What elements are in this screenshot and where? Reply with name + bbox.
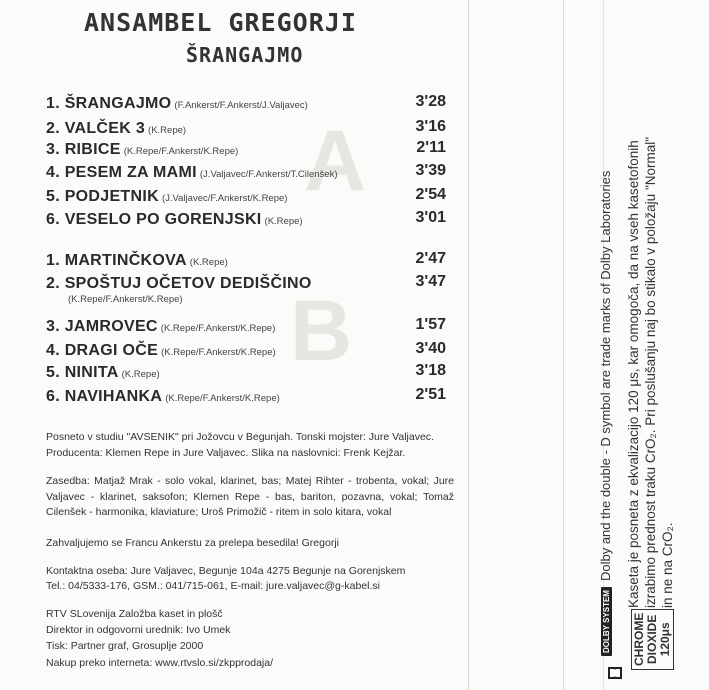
band-name: ANSAMBEL GREGORJI [84,8,357,37]
track-b6 [46,386,446,406]
dolby-double-d-icon [608,667,622,679]
dolby-system-logo: DOLBY SYSTEM [601,587,612,656]
track-credit: (J.Valjavec/F.Ankerst/T.Cilenšek) [199,169,338,180]
dolby-text: Dolby and the double - D symbol are trade marks of Dolby Laboratories [598,170,613,582]
track-title: 1. MARTINČKOVA [46,252,187,269]
track-credit: (K.Repe) [264,216,303,227]
track-duration: 3'18 [415,362,446,379]
track-b5 [46,362,446,382]
track-a6 [46,209,446,229]
track-title: 6. NAVIHANKA [46,388,163,405]
track-title: 2. VALČEK 3 [46,120,146,137]
track-credit: (K.Repe) [189,257,228,268]
track-title: 5. PODJETNIK [46,188,159,205]
track-credit: (K.Repe) [148,125,187,136]
track-b1 [46,250,446,270]
side-b-letter: B [290,283,353,379]
track-title: 4. PESEM ZA MAMI [46,164,197,181]
chrome-dioxide-badge: CHROME DIOXIDE 120μs [631,609,674,670]
track-duration: 2'51 [415,386,446,403]
publisher-line: RTV SLovenija Založba kaset in plošč [46,608,223,620]
track-credit: (K.Repe/F.Ankerst/K.Repe) [123,146,239,157]
track-duration: 3'40 [415,340,446,357]
kaseta-line: izrabimo prednost traku CrO₂. Pri poslušanju naj bo stikalo v položaju "Normal" [643,136,658,608]
track-duration: 3'16 [415,118,446,135]
track-duration: 3'39 [415,162,446,179]
track-title: 6. VESELO PO GORENJSKI [46,211,262,228]
track-title: 2. SPOŠTUJ OČETOV DEDIŠČINO [46,275,312,292]
publisher-line: Nakup preko interneta: www.rtvslo.si/zkpprodaja/ [46,657,274,669]
fold-line [563,0,564,690]
track-duration: 1'57 [415,316,446,333]
publisher-line: Direktor in odgovorni urednik: Ivo Umek [46,624,231,636]
contact-line: Kontaktna oseba: Jure Valjavec, Begunje 104a 4275 Begunje na Gorenjskem [46,565,406,577]
track-title: 3. RIBICE [46,141,121,158]
track-title: 1. ŠRANGAJMO [46,95,172,112]
track-duration: 3'28 [415,93,446,110]
thanks-text: Zahvaljujemo se Francu Ankerstu za prelepa besedila! Gregorji [46,537,339,549]
track-duration: 3'01 [415,209,446,226]
track-a2 [46,118,446,138]
track-title: 4. DRAGI OČE [46,342,159,359]
fold-line [468,0,469,690]
track-duration: 2'11 [416,139,446,156]
track-credit: (F.Ankerst/F.Ankerst/J.Valjavec) [174,100,308,111]
kaseta-line: Kaseta je posneta z ekvalizacijo 120 μs, kar omogoča, da na vseh kasetofonih [626,140,641,608]
track-a3 [46,139,446,159]
kaseta-line: in ne na CrO₂. [660,522,675,608]
lineup-info: Zasedba: Matjaž Mrak - solo vokal, klarinet, bas; Matej Rihter - trobenta, vokal; Jure Valjavec - klarinet, saksofon; Klemen Repe - bas, bariton, pozavna, vokal; Tomaž Cilenšek - harmonika, klaviature; Uroš Primožič - ritem in solo kitara, vokal [46,475,454,518]
track-title: 3. JAMROVEC [46,318,158,335]
track-duration: 2'47 [415,250,446,267]
track-b3 [46,316,446,336]
track-credit: (K.Repe) [121,369,160,380]
track-credit: (K.Repe/F.Ankerst/K.Repe) [161,347,276,358]
recording-info: Posneto v studiu "AVSENIK" pri Jožovcu v Begunjah. Tonski mojster: Jure Valjavec. Producenta: Klemen Repe in Jure Valjavec. Slika na naslovnici: Frenk Kejžar. [46,431,434,459]
album-title: ŠRANGAJMO [186,43,304,67]
track-duration: 2'54 [415,186,446,203]
contact-line: Tel.: 04/5333-176, GSM.: 041/715-061, E-mail: jure.valjavec@g-kabel.si [46,580,380,592]
track-credit: (K.Repe/F.Ankerst/K.Repe) [160,323,276,334]
track-credit: (K.Repe/F.Ankerst/K.Repe) [165,393,280,404]
track-a1 [46,93,446,113]
track-credit: (J.Valjavec/F.Ankerst/K.Repe) [161,193,288,204]
dolby-notice [598,171,613,656]
track-title: 5. NINITA [46,364,119,381]
track-a4 [46,162,446,182]
track-b4 [46,340,446,360]
track-a5 [46,186,446,206]
track-duration: 3'47 [415,273,446,290]
track-credit: (K.Repe/F.Ankerst/K.Repe) [68,294,183,305]
track-b2 [46,273,446,305]
publisher-line: Tisk: Partner graf, Grosuplje 2000 [46,640,204,652]
side-a-letter: A [304,113,367,209]
